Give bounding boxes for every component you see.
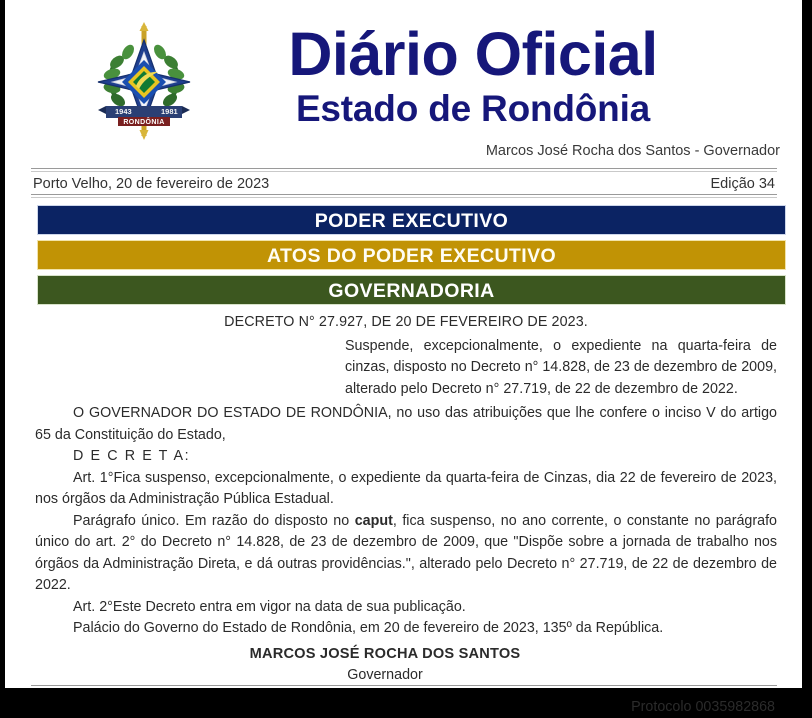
decree-paragrafo-unico [35,511,777,597]
gazette-subtitle: Estado de Rondônia [203,88,743,130]
decree-heading: DECRETO N° 27.927, DE 20 DE FEVEREIRO DE 2023. [35,312,777,334]
decree-body [35,312,777,718]
footer-rule [31,685,777,686]
decree-decreta-word: D E C R E T A: [35,446,777,468]
decree-article-1: Art. 1°Fica suspenso, excepcionalmente, o expediente da quarta-feira de Cinzas, dia 22 de fevereiro de 2023, nos órgãos da Administração Pública Estadual. [35,468,777,511]
edition-number: Edição 34 [711,176,776,192]
caput-emphasis: caput [355,513,393,529]
svg-text:1981: 1981 [161,107,178,116]
signature-block [35,644,777,687]
rule-bottom-thin [31,197,777,198]
dateline-row [31,172,777,194]
paragrafo-unico-text-part1: Parágrafo único. Em razão do disposto no [73,513,355,529]
banner-atos-do-poder-executivo: ATOS DO PODER EXECUTIVO [37,240,786,270]
gazette-sheet [5,0,802,688]
section-banners [37,205,786,310]
svg-text:1943: 1943 [115,107,132,116]
rule-bottom-thick [31,194,777,195]
masthead-title-block [203,20,743,130]
masthead [5,0,802,142]
place-and-date: Porto Velho, 20 de fevereiro de 2023 [33,176,269,192]
decree-article-2: Art. 2°Este Decreto entra em vigor na data de sua publicação. [35,597,777,619]
svg-text:RONDÔNIA: RONDÔNIA [123,117,164,126]
governor-credit-line: Marcos José Rocha dos Santos - Governador [486,143,780,159]
decree-ementa: Suspende, excepcionalmente, o expediente na quarta-feira de cinzas, disposto no Decreto n° 14.828, de 23 de dezembro de 2009, alterado pelo Decreto n° 27.719, de 22 de dezembro de 2022. [345,336,777,401]
banner-governadoria: GOVERNADORIA [37,275,786,305]
rondonia-coat-of-arms-icon [90,22,198,140]
signatory-name: MARCOS JOSÉ ROCHA DOS SANTOS [35,644,735,666]
gazette-title: Diário Oficial [203,20,743,88]
decree-place-and-date: Palácio do Governo do Estado de Rondônia, em 20 de fevereiro de 2023, 135º da República. [35,618,777,640]
dateline-block [31,168,777,198]
decree-preamble: O GOVERNADOR DO ESTADO DE RONDÔNIA, no uso das atribuições que lhe confere o inciso V do artigo 65 da Constituição do Estado, [35,403,777,446]
signatory-role: Governador [35,665,735,687]
banner-poder-executivo: PODER EXECUTIVO [37,205,786,235]
rule-top-thick [31,168,777,169]
paragrafo-unico-text-part2: , fica suspenso, no ano corrente, o constante no parágrafo único do art. 2° do Decreto n° 14.828, de 23 de dezembro de 2009, que "Dispõe sobre a jornada de trabalho nos órgãos da Administração Direta, e dá outras providências.", alterado pelo Decreto n° 27.719, de 22 de dezembro de 2022. [35,513,777,594]
protocol-number: Protocolo 0035982868 [35,697,777,718]
